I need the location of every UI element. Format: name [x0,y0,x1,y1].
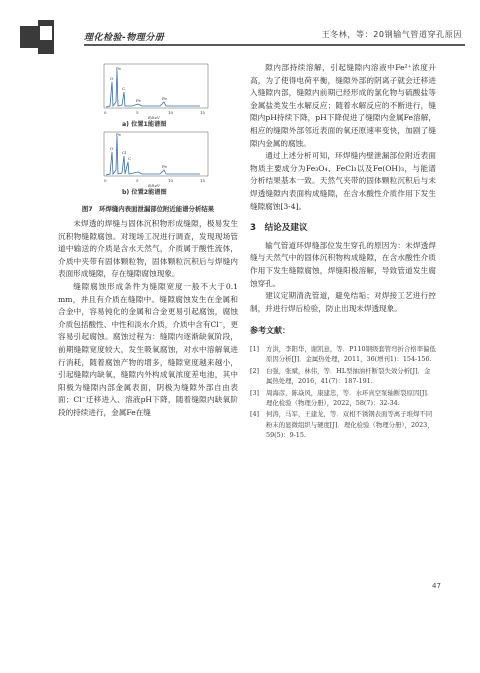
reference-text: 周海彦，陈焱风，康建忠，等．水环真空泵轴断裂原因[J]．理化检验（物理分册），2022，58(7)：32-34. [266,388,434,407]
figure-panel-a-label: a) 位置1能谱图 [122,121,167,128]
reference-item [250,344,436,365]
axis-tick: 10 [168,110,174,115]
reference-text: 何涛，马军，王建龙，等．双相不锈钢表面等离子堆焊不同粉末的显微组织与硬度[J]．理化检验（物理分册），2023，59(5)：9-15. [266,410,434,440]
peak-label: Fe [162,96,167,101]
conclusion-paragraph: 输气管道环焊缝部位发生穿孔的原因为：未焊透焊缝与天然气中的固体沉积物构成缝隙，在含水酸性介质作用下发生缝隙腐蚀，焊缝阳极溶解，导致管道发生腐蚀穿孔。 [250,240,436,288]
body-paragraph: 隙内部持续溶解，引起缝隙内溶液中Fe²⁺浓度升高，为了使得电荷平衡，缝隙外部的阴离子就会迁移进入缝隙内部，缝隙内前期已经形成的氯化物与硫酸盐等金属盐类发生水解反应；随着水解反应的不断进行，缝隙内pH持续下降，pH下降促进了缝隙内金属Fe溶解，相应的缝隙外部邻近表面的氧还原速率变快，加剧了缝隙内金属的腐蚀。 [250,63,436,148]
reference-number: [3] [250,388,260,397]
peak-label: C [128,156,132,161]
body-paragraph: 通过上述分析可知，环焊缝内壁泄漏部位附近表面物质主要成分为Fe₃O₄、FeCl₃以及Fe(OH)₃，与能谱分析结果基本一致。天然气夹带的固体颗粒沉积后与未焊透缝隙内表面构成缝隙，在含水酸性介质作用下发生缝隙腐蚀[3-4]。 [250,151,436,211]
reference-number: [2] [250,366,260,375]
running-title: 王冬林，等：20钢输气管道穿孔原因 [321,30,462,39]
axis-tick: 10 [168,178,174,183]
peak-label: O [110,146,114,151]
figure-caption: 图7 环焊缝内表面泄漏部位附近能谱分析结果 [81,205,215,213]
axis-tick: 15 [200,178,206,183]
page-number: 47 [432,582,441,590]
references-title: 参考文献： [250,326,290,336]
peak-label: Fe [162,164,167,169]
peak-label: C [122,86,126,91]
body-paragraph: 未焊透的焊缝与固体沉积物形成缝隙，极易发生沉积物缝隙腐蚀。对现场工况进行调查，发现现场管道中输送的介质是含水天然气，介质属于酸性流体，介质中夹带有固体颗粒物，固体颗粒沉积后与焊缝内表面形成缝隙，存在缝隙腐蚀现象。 [58,219,238,279]
left-column [58,218,238,420]
body-paragraph: 缝隙腐蚀形成条件为缝隙宽度一般不大于0.1 mm，并且有介质在缝隙中。缝隙腐蚀发生在金属和合金中，容易钝化的金属和合金更易引起腐蚀，腐蚀介质包括酸性、中性和淡水介质，介质中含有Cl⁻，更容易引起腐蚀。腐蚀过程为：缝隙内逐渐缺氧阶段，前期缝隙宽度较大，发生吸氧腐蚀，对水中溶解氧进行消耗，随着腐蚀产物的增多，缝隙宽度越来越小，引起缝隙内缺氧，缝隙内外构成氧浓度差电池，其中阳极为缝隙内部金属表面，阴极为缝隙外部自由表面；Cl⁻迁移进入、溶液pH下降，随着缝隙内缺氧阶段的持续进行，金属Fe在缝 [58,281,238,417]
reference-item [250,388,436,409]
journal-logo-icon [20,20,60,54]
reference-text: 白强，张斌，林伟，等．HL型抽油杆断裂失效分析[J]．金属热处理，2016，41(7)：187-191. [266,366,431,386]
axis-tick: 0 [104,110,107,115]
axis-tick: 5 [136,110,139,115]
eds-figure [58,62,238,212]
reference-item [250,366,436,387]
reference-item [250,409,436,440]
axis-unit: E/keV [148,183,160,188]
section-title: 3 结论及建议 [250,223,308,234]
axis-unit: E/keV [148,115,160,120]
peak-label: O [110,76,114,81]
peak-label: Fe [116,66,121,71]
conclusion-paragraph: 建议定期清洗管道，避免结垢；对焊接工艺进行控制，并进行焊后检验，防止出现未焊透现象。 [250,291,436,313]
eds-spectrum-a [100,62,210,120]
header-rule [84,44,465,46]
journal-name: 理化检验-物理分册 [84,33,165,43]
eds-spectrum-b [100,130,210,188]
axis-tick: 0 [104,178,107,183]
reference-number: [1] [250,344,260,353]
reference-text: 方洪，李阳华，谢凯意，等．P110钢级套管弯折合格率偏低原因分析[J]．金属热处理，2011，36(增刊1)：154-156. [266,344,436,364]
page-header [0,0,480,60]
axis-tick: 5 [136,178,139,183]
peak-label: Cl [122,150,127,155]
reference-list [250,344,436,441]
peak-label: Fe [116,132,121,137]
reference-number: [4] [250,410,260,419]
peak-label: Fe [136,98,141,103]
right-column [250,62,436,442]
figure-panel-b-label: b) 位置2能谱图 [122,189,167,196]
axis-tick: 15 [200,110,206,115]
